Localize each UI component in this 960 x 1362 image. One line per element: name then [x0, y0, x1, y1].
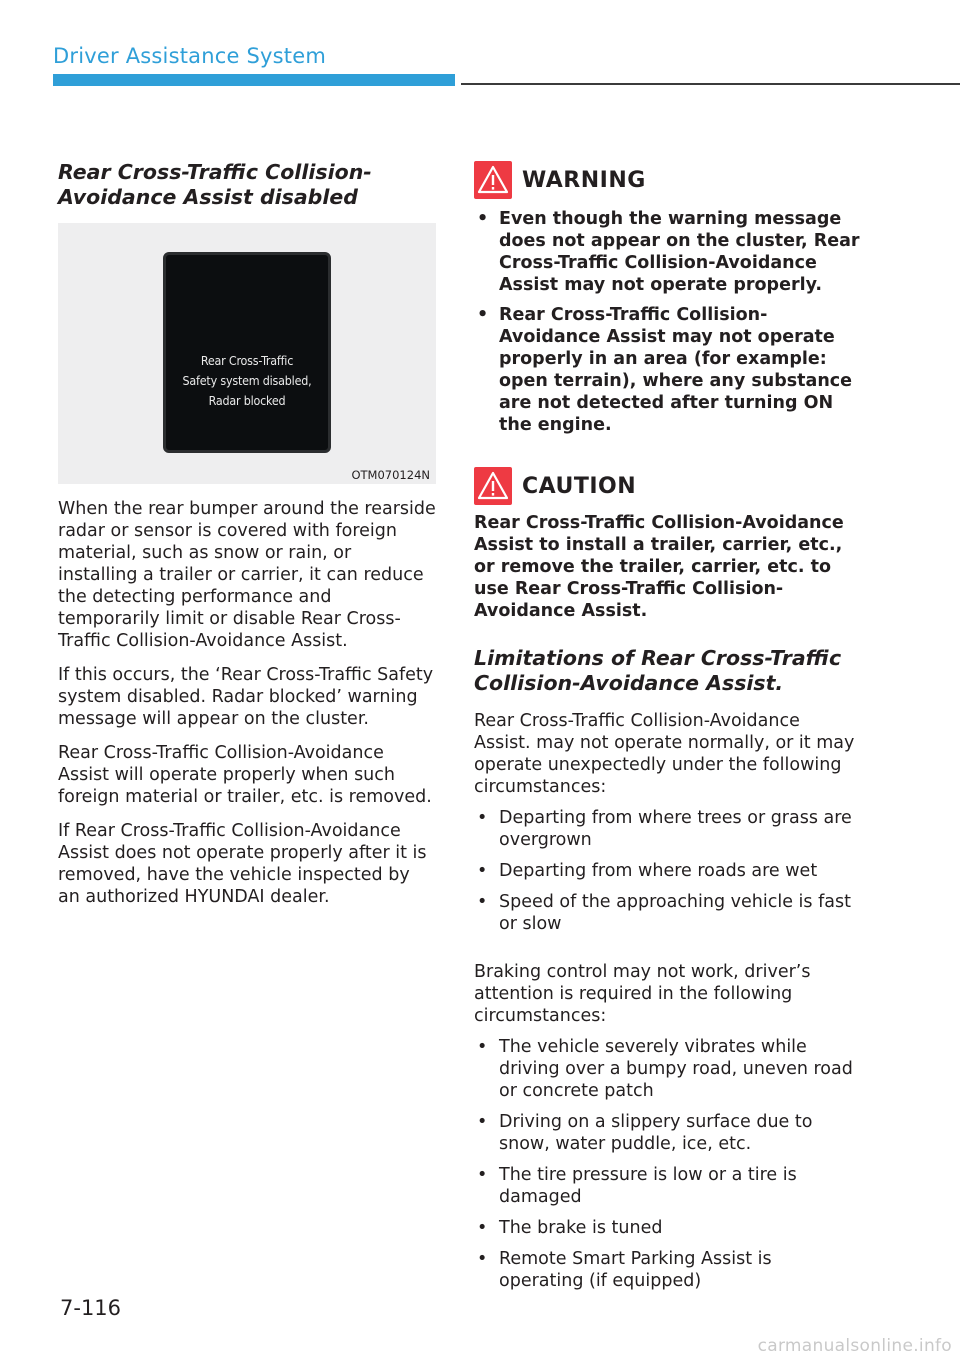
- paragraph: Rear Cross-Traffic Collision-Avoidance Assist will operate properly when such foreign material or trailer, etc. is removed.: [58, 743, 432, 807]
- caution-text: Rear Cross-Traffic Collision-Avoidance Assist to install a trailer, carrier, etc., or remove the trailer, carrier, etc. to use Rear Cross-Traffic Collision-Avoidance Assist.: [474, 513, 844, 621]
- bullet: •: [477, 1165, 488, 1185]
- bullet: •: [477, 305, 489, 325]
- list-item: • Departing from where roads are wet: [477, 861, 818, 881]
- paragraph: If Rear Cross-Traffic Collision-Avoidance Assist does not operate properly after it is removed, have the vehicle inspected by an authorized HYUNDAI dealer.: [58, 821, 427, 907]
- left-column: [58, 160, 436, 908]
- list-item: • Speed of the approaching vehicle is fast or slow: [477, 892, 851, 934]
- warning-list: [474, 208, 860, 436]
- paragraph: When the rear bumper around the rearside radar or sensor is covered with foreign material, such as snow or rain, or installing a trailer or carrier, it can reduce the detecting performance and temporarily limit or disable Rear Cross-Traffic Collision-Avoidance Assist.: [58, 499, 436, 651]
- header-accent-bar: [53, 74, 455, 86]
- list-item: • Departing from where trees or grass are overgrown: [477, 808, 852, 850]
- heading-limitations: Limitations of Rear Cross-Traffic Collision-Avoidance Assist.: [474, 646, 842, 695]
- figure-code: OTM070124N: [351, 468, 430, 482]
- bullet: •: [477, 1112, 488, 1132]
- bullet: •: [477, 209, 489, 229]
- caution-label: CAUTION: [522, 473, 637, 499]
- bullet: •: [477, 808, 488, 828]
- cluster-display: [163, 252, 331, 453]
- bullet: •: [477, 1249, 488, 1269]
- warning-icon: [474, 161, 512, 199]
- watermark: carmanualsonline.info: [757, 1336, 952, 1356]
- bullet: •: [477, 1037, 488, 1057]
- section-title: Driver Assistance System: [53, 44, 326, 68]
- page-number: 7-116: [60, 1296, 122, 1320]
- paragraph: Rear Cross-Traffic Collision-Avoidance Assist. may not operate normally, or it may operate unexpectedly under the following circumstances:: [474, 711, 855, 797]
- list-item: • Even though the warning message does not appear on the cluster, Rear Cross-Traffic Collision-Avoidance Assist may not operate properly.: [477, 209, 860, 295]
- bullet: •: [477, 1218, 488, 1238]
- caution-header: [474, 466, 860, 506]
- list-item: • The tire pressure is low or a tire is damaged: [477, 1165, 797, 1207]
- list-item: • The vehicle severely vibrates while driving over a bumpy road, uneven road or concrete patch: [477, 1037, 853, 1101]
- caution-icon: [474, 467, 512, 505]
- paragraph: Braking control may not work, driver’s attention is required in the following circumstances:: [474, 962, 811, 1026]
- list-item: • The brake is tuned: [477, 1218, 663, 1238]
- limitations-list: [474, 807, 860, 935]
- cluster-figure: [58, 223, 436, 484]
- bullet: •: [477, 861, 488, 881]
- list-item: • Remote Smart Parking Assist is operating (if equipped): [477, 1249, 772, 1291]
- braking-list: [474, 1036, 860, 1292]
- warning-header: [474, 160, 860, 200]
- list-item: • Driving on a slippery surface due to snow, water puddle, ice, etc.: [477, 1112, 813, 1154]
- paragraph: If this occurs, the ‘Rear Cross-Traffic Safety system disabled. Radar blocked’ warning message will appear on the cluster.: [58, 665, 434, 729]
- header-rule: [461, 83, 960, 85]
- cluster-message: Rear Cross-Traffic Safety system disabled, Radar blocked: [182, 353, 312, 408]
- list-item: • Rear Cross-Traffic Collision-Avoidance Assist may not operate properly in an area (for example: open terrain), where any substance are not detected after turning ON the engine.: [477, 305, 853, 435]
- bullet: •: [477, 892, 488, 912]
- warning-label: WARNING: [522, 167, 646, 193]
- heading-rcca-disabled: Rear Cross-Traffic Collision- Avoidance Assist disabled: [58, 160, 372, 209]
- right-column: [474, 160, 860, 1292]
